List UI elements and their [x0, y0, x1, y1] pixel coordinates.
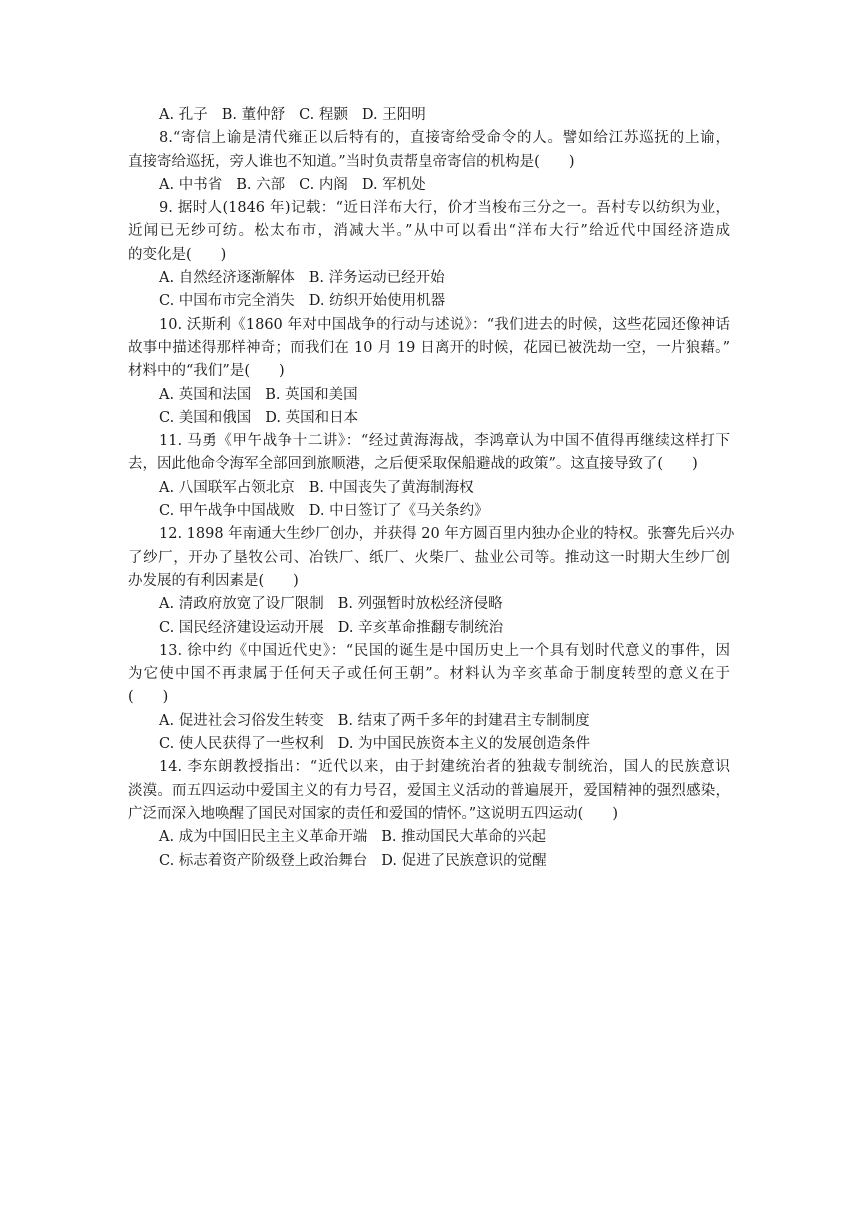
option-row: [128, 733, 730, 756]
answer-option: D. 促进了民族意识的觉醒: [381, 852, 547, 869]
question-q10: [128, 314, 730, 430]
question-q11: [128, 430, 730, 523]
answer-option: B. 结束了两千多年的封建君主专制制度: [337, 712, 590, 729]
question-stem-line: 的变化是( ): [128, 246, 227, 263]
question-stem-line: 直接寄给巡抚，旁人谁也不知道。”当时负责帮皇帝寄信的机构是( ): [128, 153, 575, 170]
question-q9: [128, 197, 730, 313]
question-stem-line: 淡漠。而五四运动中爱国主义的有力号召，爱国主义活动的普遍展开，爱国精神的强烈感染，: [128, 782, 730, 799]
answer-option: B. 中国丧失了黄海制海权: [308, 479, 474, 496]
option-row: [128, 850, 730, 873]
answer-option: B. 列强暂时放松经济侵略: [337, 596, 503, 613]
option-row: [128, 826, 730, 849]
option-row: [128, 407, 730, 430]
option-row: [128, 617, 730, 640]
answer-option: D. 纺织开始使用机器: [308, 293, 446, 310]
question-stem-line: 13. 徐中约《中国近代史》：“民国的诞生是中国历史上一个具有划时代意义的事件，因: [159, 642, 730, 659]
answer-option: D. 军机处: [361, 176, 426, 193]
answer-option: A. 八国联军占领北京: [159, 479, 295, 496]
question-q12: [128, 523, 735, 639]
question-stem-line: 办发展的有利因素是( ): [128, 572, 299, 589]
option-row: [128, 267, 730, 290]
question-stem-line: 14. 李东朗教授指出：“近代以来，由于封建统治者的独裁专制统治，国人的民族意识: [159, 759, 730, 776]
answer-option: A. 清政府放宽了设厂限制: [159, 596, 324, 613]
question-stem-line: 了纱厂，开办了垦牧公司、冶铁厂、纸厂、火柴厂、盐业公司等。推动这一时期大生纱厂创: [128, 549, 730, 566]
answer-option: B. 推动国民大革命的兴起: [381, 829, 547, 846]
answer-option: A. 成为中国旧民主主义革命开端: [159, 829, 368, 846]
question-stem-line: 近闻已无纱可纺。松太布市，消减大半。”从中可以看出“洋布大行”给近代中国经济造成: [128, 223, 730, 240]
answer-option: B. 洋务运动已经开始: [308, 270, 445, 287]
question-stem-line: 11. 马勇《甲午战争十二讲》：“经过黄海海战，李鸿章认为中国不值得再继续这样打下: [159, 433, 730, 450]
question-q14: [128, 756, 730, 872]
answer-option: A. 中书省: [159, 176, 223, 193]
question-stem-line: 8.“寄信上谕是清代雍正以后特有的，直接寄给受命令的人。譬如给江苏巡抚的上谕，: [159, 130, 730, 147]
answer-option: C. 程颢: [299, 107, 348, 123]
question-stem-line: 12. 1898 年南通大生纱厂创办，并获得 20 年方圆百里内独办企业的特权。张謇先后兴办: [159, 526, 735, 543]
answer-option: C. 中国布市完全消失: [159, 293, 295, 310]
question-stem-line: 广泛而深入地唤醒了国民对国家的责任和爱国的情怀。”这说明五四运动( ): [128, 805, 618, 822]
answer-option: B. 董仲舒: [221, 107, 286, 123]
option-row: [128, 290, 730, 313]
option-row: [128, 710, 730, 733]
question-stem-line: 材料中的“我们”是( ): [128, 363, 285, 380]
option-row: [128, 104, 730, 127]
option-row: [128, 384, 730, 407]
option-row: [128, 500, 730, 523]
answer-option: B. 英国和美国: [265, 386, 358, 403]
question-stem-line: 去，因此他命令海军全部回到旅顺港，之后便采取保船避战的政策”。这直接导致了( ): [128, 456, 698, 473]
question-list: [128, 104, 735, 873]
answer-option: C. 标志着资产阶级登上政治舞台: [159, 852, 368, 869]
question-q8: [128, 127, 730, 197]
answer-option: D. 中日签订了《马关条约》: [308, 503, 489, 520]
answer-option: C. 使人民获得了一些权利: [159, 736, 324, 753]
question-stem-line: 故事中描述得那样神奇；而我们在 10 月 19 日离开的时候，花园已被洗劫一空，一片狼藉。”: [128, 339, 730, 356]
option-row: [128, 477, 730, 500]
question-q13: [128, 640, 730, 756]
answer-option: A. 自然经济逐渐解体: [159, 270, 295, 287]
question-stem-line: 为它使中国不再隶属于任何天子或任何王朝”。材料认为辛亥革命于制度转型的意义在于: [128, 666, 730, 683]
question-stem-line: 9. 据时人(1846 年)记载：“近日洋布大行，价才当梭布三分之一。吾村专以纺织为业，: [159, 200, 730, 217]
answer-option: C. 内阁: [299, 176, 348, 193]
answer-option: D. 王阳明: [361, 107, 426, 123]
answer-option: A. 促进社会习俗发生转变: [159, 712, 324, 729]
answer-option: C. 美国和俄国: [159, 409, 252, 426]
answer-option: A. 英国和法国: [159, 386, 252, 403]
answer-option: C. 甲午战争中国战败: [159, 503, 295, 520]
answer-option: B. 六部: [236, 176, 286, 193]
answer-option: D. 辛亥革命推翻专制统治: [337, 619, 504, 636]
answer-option: D. 英国和日本: [265, 409, 359, 426]
option-row: [128, 593, 730, 616]
option-row: [128, 174, 730, 197]
answer-option: A. 孔子: [159, 107, 208, 123]
question-q7: [128, 104, 730, 127]
answer-option: C. 国民经济建设运动开展: [159, 619, 324, 636]
question-stem-line: 10. 沃斯利《1860 年对中国战争的行动与述说》：“我们进去的时候，这些花园还像神话: [159, 316, 730, 333]
answer-option: D. 为中国民族资本主义的发展创造条件: [337, 736, 591, 753]
question-stem-line: ( ): [128, 689, 169, 706]
